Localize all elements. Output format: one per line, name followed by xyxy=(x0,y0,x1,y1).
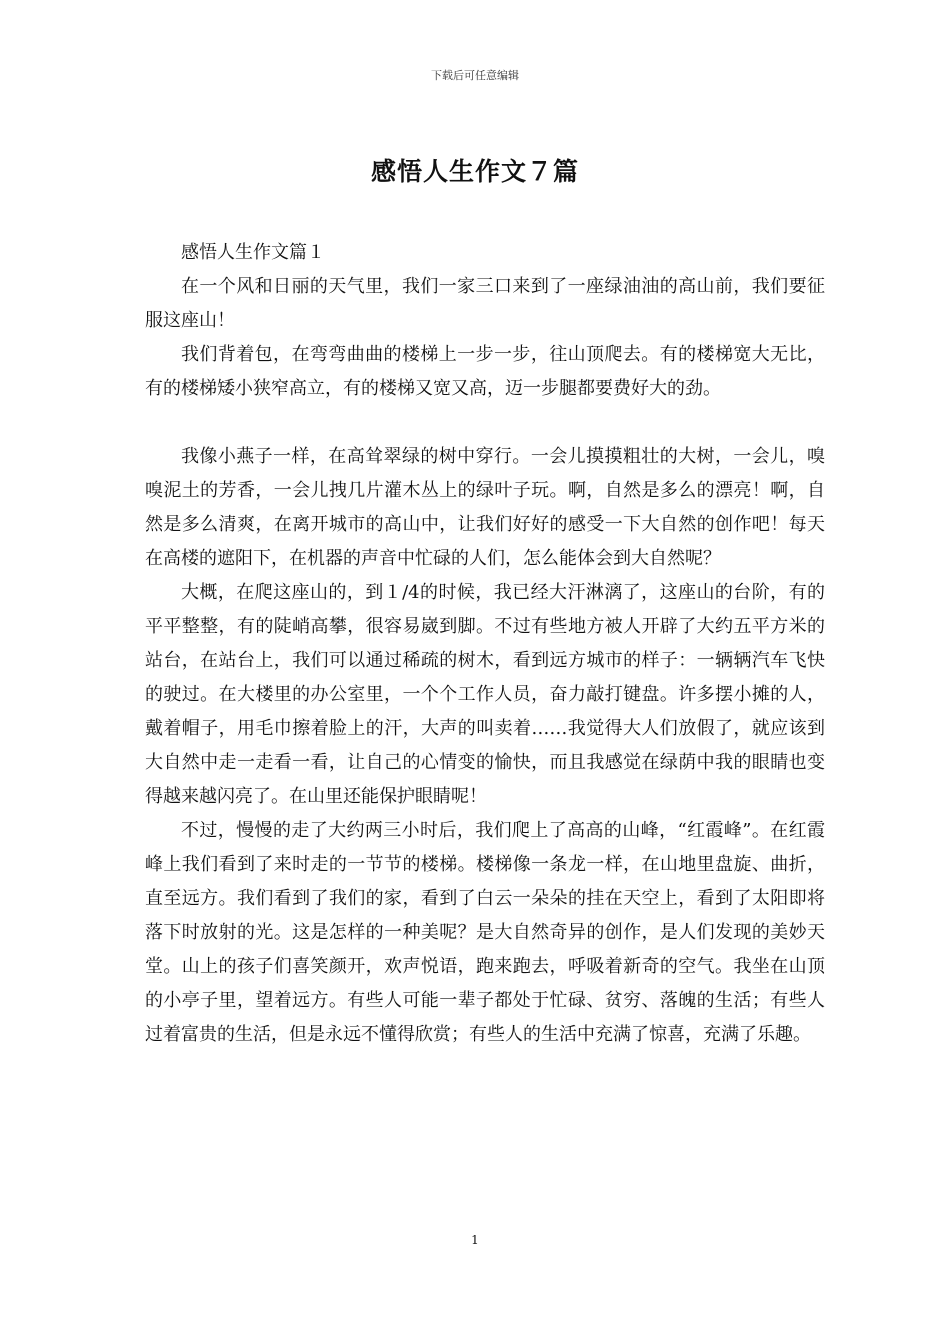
section-heading: 感悟人生作文篇１ xyxy=(181,242,325,263)
paragraph-3: 我像小燕子一样，在高耸翠绿的树中穿行。一会儿摸摸粗壮的大树，一会儿，嗅嗅泥土的芳香，一会儿拽几片灌木丛上的绿叶子玩。啊，自然是多么的漂亮！啊，自然是多么清爽，在离开城市的高山中，让我们好好的感受一下大自然的创作吧！每天在高楼的遮阳下，在机器的声音中忙碌的人们，怎么能体会到大自然呢？ xyxy=(145,446,825,569)
document-body xyxy=(145,236,825,1052)
paragraph-4: 大概，在爬这座山的，到１/4的时候，我已经大汗淋漓了，这座山的台阶，有的平平整整，有的陡峭高攀，很容易崴到脚。不过有些地方被人开辟了大约五平方米的站台，在站台上，我们可以通过稀疏的树木，看到远方城市的样子：一辆辆汽车飞快的驶过。在大楼里的办公室里，一个个工作人员，奋力敲打键盘。许多摆小摊的人，戴着帽子，用毛巾擦着脸上的汗，大声的叫卖着……我觉得大人们放假了，就应该到大自然中走一走看一看，让自己的心情变的愉快，而且我感觉在绿荫中我的眼睛也变得越来越闪亮了。在山里还能保护眼睛呢！ xyxy=(145,582,825,807)
page-number: 1 xyxy=(471,1233,479,1247)
paragraph-2: 我们背着包，在弯弯曲曲的楼梯上一步一步，往山顶爬去。有的楼梯宽大无比，有的楼梯矮小狭窄高立，有的楼梯又宽又高，迈一步腿都要费好大的劲。 xyxy=(145,344,825,399)
document-title: 感悟人生作文７篇 xyxy=(370,157,579,186)
download-note: 下载后可任意编辑 xyxy=(431,69,519,82)
paragraph-1: 在一个风和日丽的天气里，我们一家三口来到了一座绿油油的高山前，我们要征服这座山！ xyxy=(145,276,825,331)
paragraph-5: 不过，慢慢的走了大约两三小时后，我们爬上了高高的山峰，“红霞峰”。在红霞峰上我们看到了来时走的一节节的楼梯。楼梯像一条龙一样，在山地里盘旋、曲折，直至远方。我们看到了我们的家，看到了白云一朵朵的挂在天空上，看到了太阳即将落下时放射的光。这是怎样的一种美呢？是大自然奇异的创作，是人们发现的美妙天堂。山上的孩子们喜笑颜开，欢声悦语，跑来跑去，呼吸着新奇的空气。我坐在山顶的小亭子里，望着远方。有些人可能一辈子都处于忙碌、贫穷、落魄的生活；有些人过着富贵的生活，但是永远不懂得欣赏；有些人的生活中充满了惊喜，充满了乐趣。 xyxy=(145,820,825,1045)
